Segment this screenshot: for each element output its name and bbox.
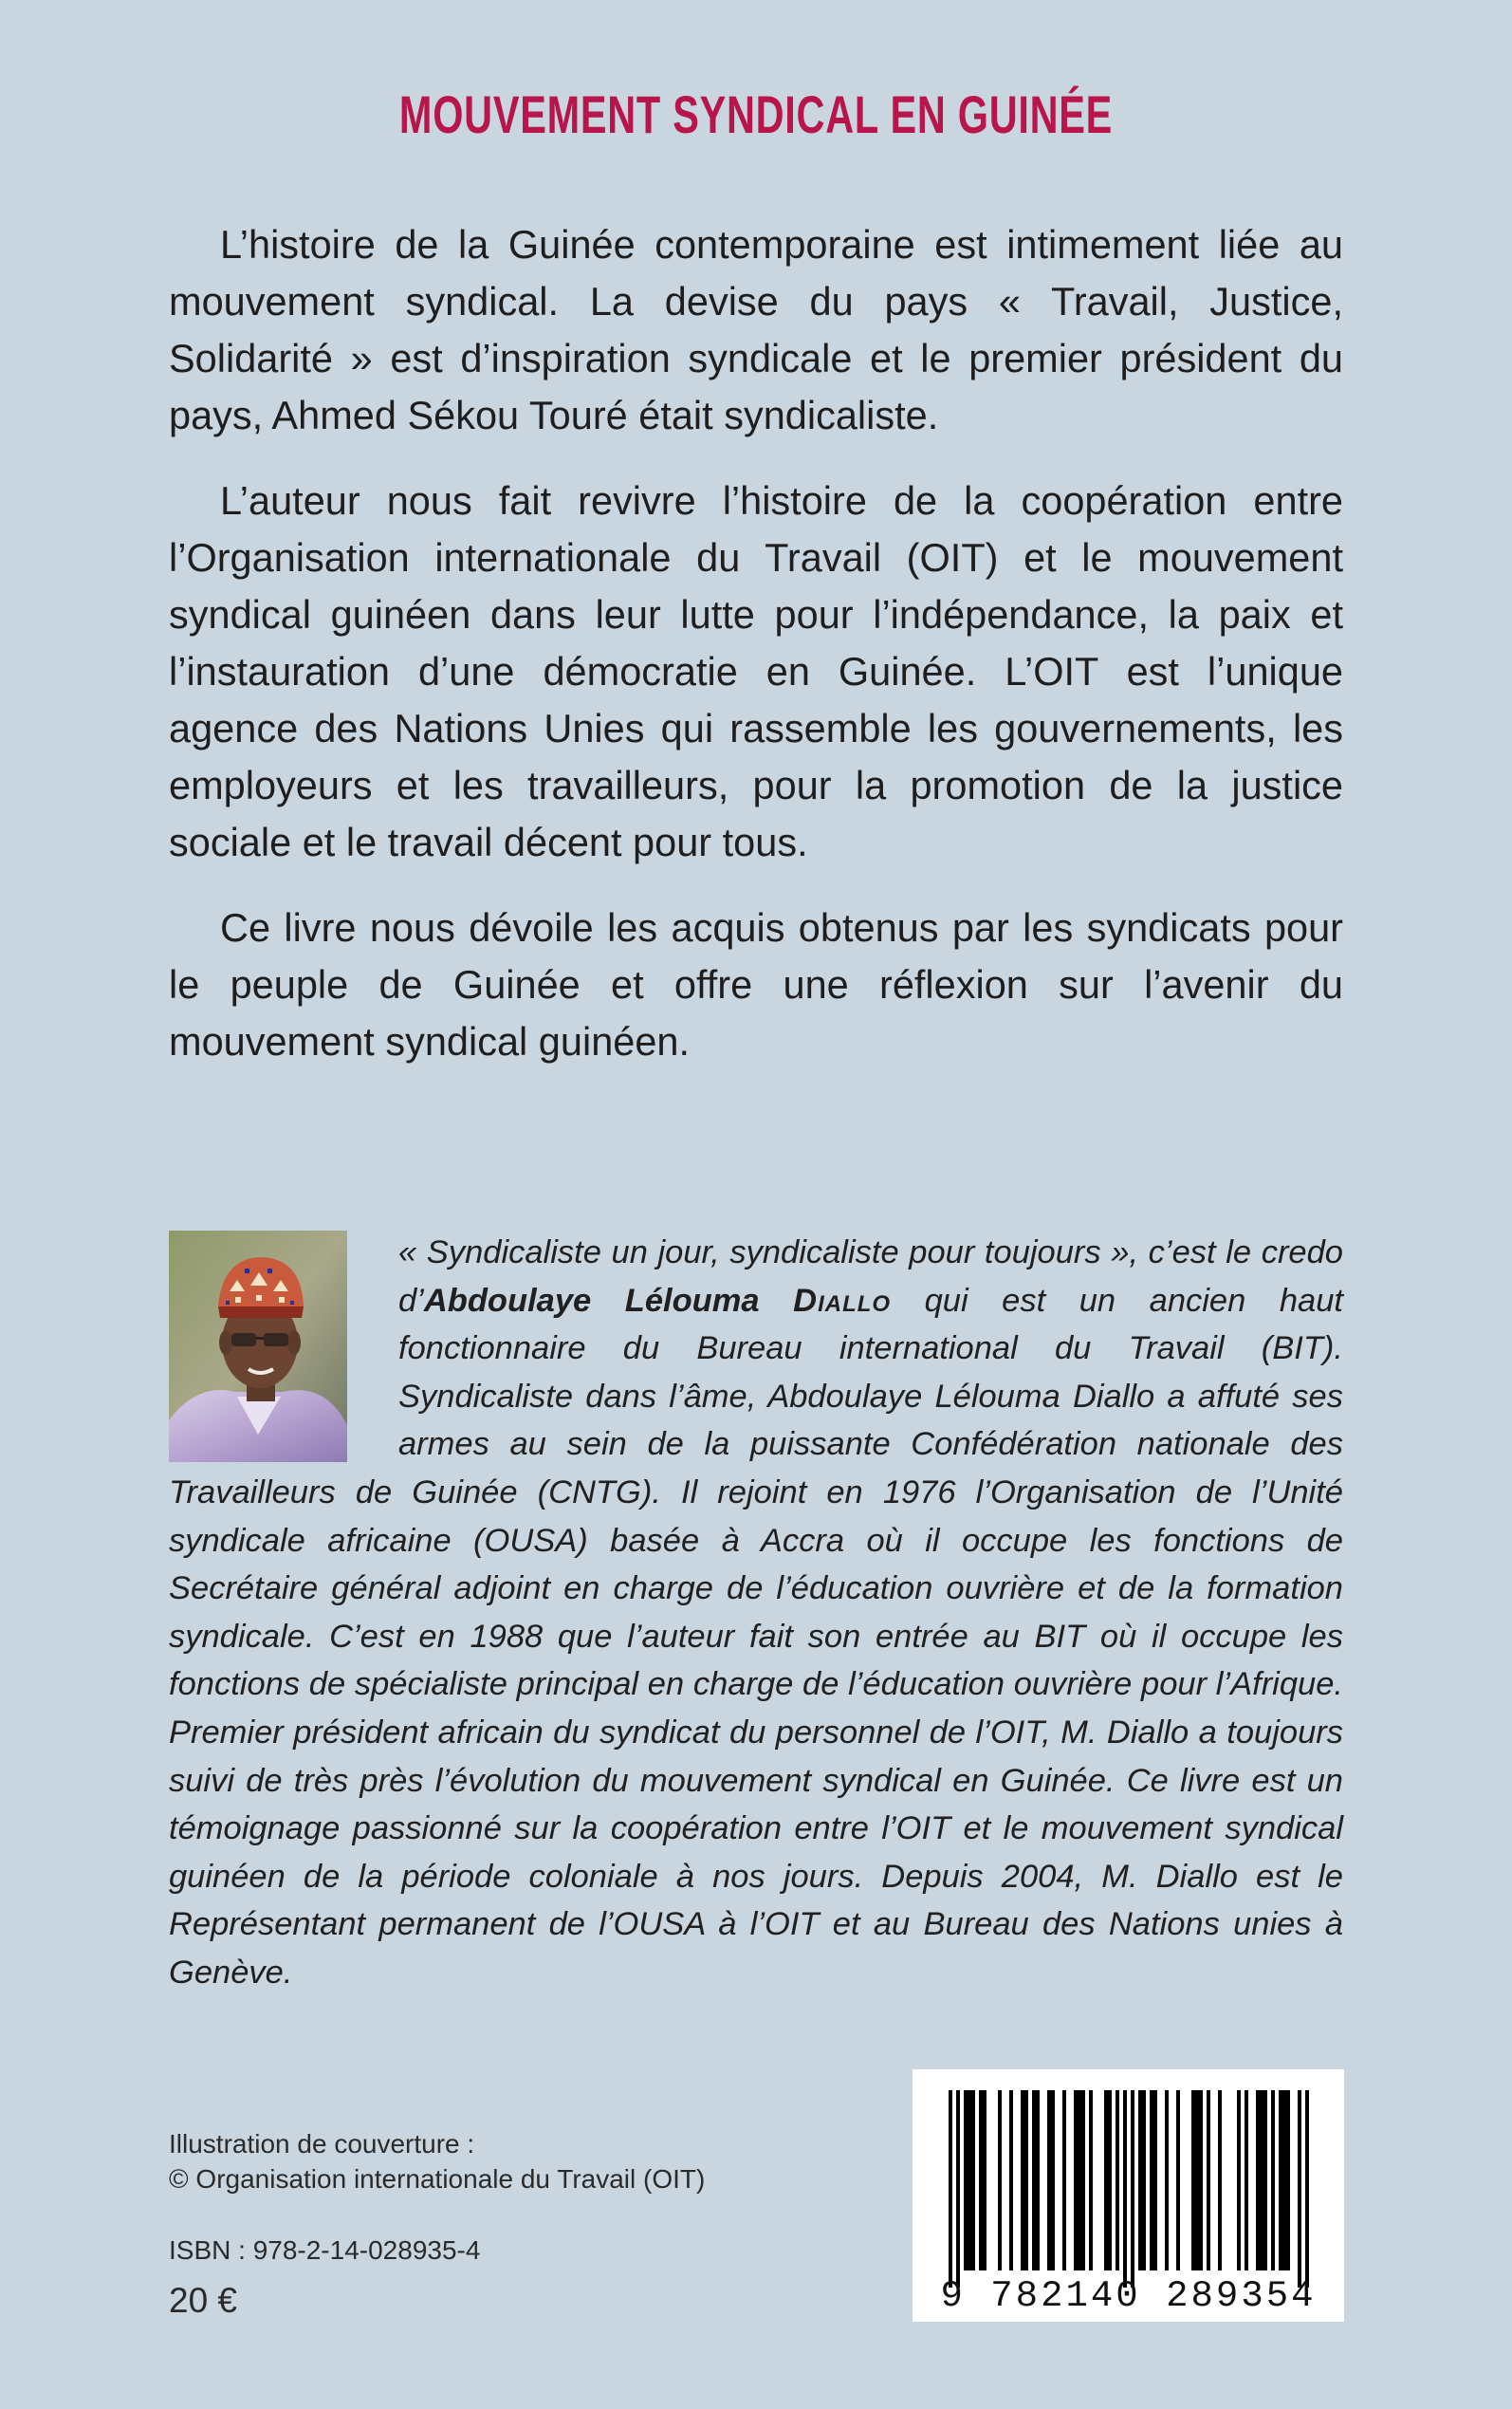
barcode-bar <box>1305 2090 1309 2288</box>
barcode-bar <box>979 2090 983 2270</box>
bio-intro: « Syndicaliste un jour, syndicaliste pour toujours », c’est le credo d’ <box>398 1234 1343 1319</box>
barcode-bar <box>998 2090 1002 2270</box>
author-name <box>424 1283 891 1319</box>
barcode-bar <box>1260 2090 1263 2270</box>
barcode-bar <box>1271 2090 1275 2270</box>
barcode-bar <box>956 2090 960 2288</box>
barcode-bar <box>1199 2090 1203 2270</box>
barcode-bar <box>1024 2090 1028 2270</box>
barcode-bar <box>1123 2090 1127 2288</box>
barcode-bar <box>1142 2090 1146 2270</box>
barcode-bar <box>1263 2090 1267 2270</box>
barcode-bar <box>1078 2090 1081 2270</box>
barcode-bar <box>983 2090 986 2270</box>
barcode-bar <box>1051 2090 1055 2270</box>
barcode-bar <box>1089 2090 1093 2270</box>
barcode <box>913 2069 1344 2322</box>
barcode-bar <box>1195 2090 1199 2270</box>
author-portrait-icon <box>169 1231 347 1462</box>
barcode-bar <box>1191 2090 1195 2270</box>
barcode-bar <box>1032 2090 1036 2270</box>
barcode-digits: 9 782140 289354 <box>940 2275 1317 2317</box>
barcode-bar <box>1218 2090 1222 2270</box>
author-bio <box>169 1229 1343 1997</box>
barcode-bar <box>1237 2090 1241 2270</box>
credit-line-2: © Organisation internationale du Travail (OIT) <box>169 2164 706 2194</box>
barcode-bar <box>1245 2090 1248 2270</box>
barcode-bar <box>1009 2090 1013 2270</box>
barcode-bar <box>1131 2090 1134 2288</box>
barcode-bar <box>1279 2090 1282 2270</box>
price: 20 € <box>169 2281 238 2320</box>
barcode-bar <box>1286 2090 1290 2270</box>
barcode-bar <box>1138 2090 1142 2270</box>
bio-body: qui est un ancien haut fonctionnaire du Bureau international du Travail (BIT). Syndicaliste dans l’âme, Abdoulaye Lélouma Diallo a affuté ses armes au sein de la puissante Confédération nationale des Travailleurs de Guinée (CNTG). Il rejoint en 1976 l’Organisation de l’Unité syndicale africaine (OUSA) basée à Accra où il occupe les fonctions de Secrétaire général adjoint en charge de l’éducation ouvrière et de la formation syndicale. C’est en 1988 que l’auteur fait son entrée au BIT où il occupe les fonctions de spécialiste principal en charge de l’éducation ouvrière pour l’Afrique. Premier président africain du syndicat du personnel de l’OIT, M. Diallo a toujours suivi de très près l’évolution du mouvement syndical en Guinée. Ce livre est un témoignage passionné sur la coopération entre l’OIT et le mouvement syndical guinéen de la période coloniale à nos jours. Depuis 2004, M. Diallo est le Représentant permanent de l’OUSA à l’OIT et au Bureau des Nations unies à Genève. <box>169 1282 1343 1991</box>
barcode-bar <box>971 2090 975 2270</box>
barcode-bar <box>1108 2090 1112 2270</box>
barcode-bar <box>1207 2090 1210 2270</box>
intro-text <box>169 216 1343 1099</box>
book-title: MOUVEMENT SYNDICAL EN GUINÉE <box>398 84 1114 144</box>
barcode-bar <box>1256 2090 1260 2270</box>
barcode-bar <box>1176 2090 1180 2270</box>
barcode-bar <box>1021 2090 1024 2270</box>
barcode-bar <box>1036 2090 1040 2270</box>
isbn: ISBN : 978-2-14-028935-4 <box>169 2235 481 2265</box>
barcode-bar <box>1062 2090 1066 2270</box>
barcode-bar <box>1298 2090 1301 2288</box>
barcode-bar <box>1074 2090 1078 2270</box>
author-last-name: Diallo <box>793 1282 892 1319</box>
barcode-bar <box>1116 2090 1119 2270</box>
intro-paragraph-2: L’auteur nous fait revivre l’histoire de la coopération entre l’Organisation internationale du Travail (OIT) et le mouvement syndical guinéen dans leur lutte pour l’indépendance, la paix et l’instauration d’une démocratie en Guinée. L’OIT est l’unique agence des Nations Unies qui rassemble les gouvernements, les employeurs et les travailleurs, pour la promotion de la justice sociale et le travail décent pour tous. <box>169 478 1343 864</box>
barcode-bar <box>1150 2090 1153 2270</box>
barcode-bar <box>1282 2090 1286 2270</box>
barcode-bar <box>968 2090 971 2270</box>
author-photo <box>169 1231 347 1462</box>
credit-line-1: Illustration de couverture : <box>169 2129 475 2159</box>
intro-paragraph-1: L’histoire de la Guinée contemporaine est intimement liée au mouvement syndical. La devise du pays « Travail, Justice, Solidarité » est d’inspiration syndicale et le premier président du pays, Ahmed Sékou Touré était syndicaliste. <box>169 222 1343 437</box>
intro-paragraph-3: Ce livre nous dévoile les acquis obtenus par les syndicats pour le peuple de Guinée et offre une réflexion sur l’avenir du mouvement syndical guinéen. <box>169 905 1343 1064</box>
barcode-bar <box>1081 2090 1085 2270</box>
barcode-bar <box>1047 2090 1051 2270</box>
cover-credit <box>169 2126 833 2196</box>
barcode-bar <box>949 2090 952 2288</box>
author-first-name: Abdoulaye Lélouma <box>423 1282 760 1319</box>
barcode-bar <box>1165 2090 1169 2270</box>
barcode-bar <box>1104 2090 1108 2270</box>
barcode-bar <box>964 2090 968 2270</box>
barcode-bar <box>1153 2090 1157 2270</box>
